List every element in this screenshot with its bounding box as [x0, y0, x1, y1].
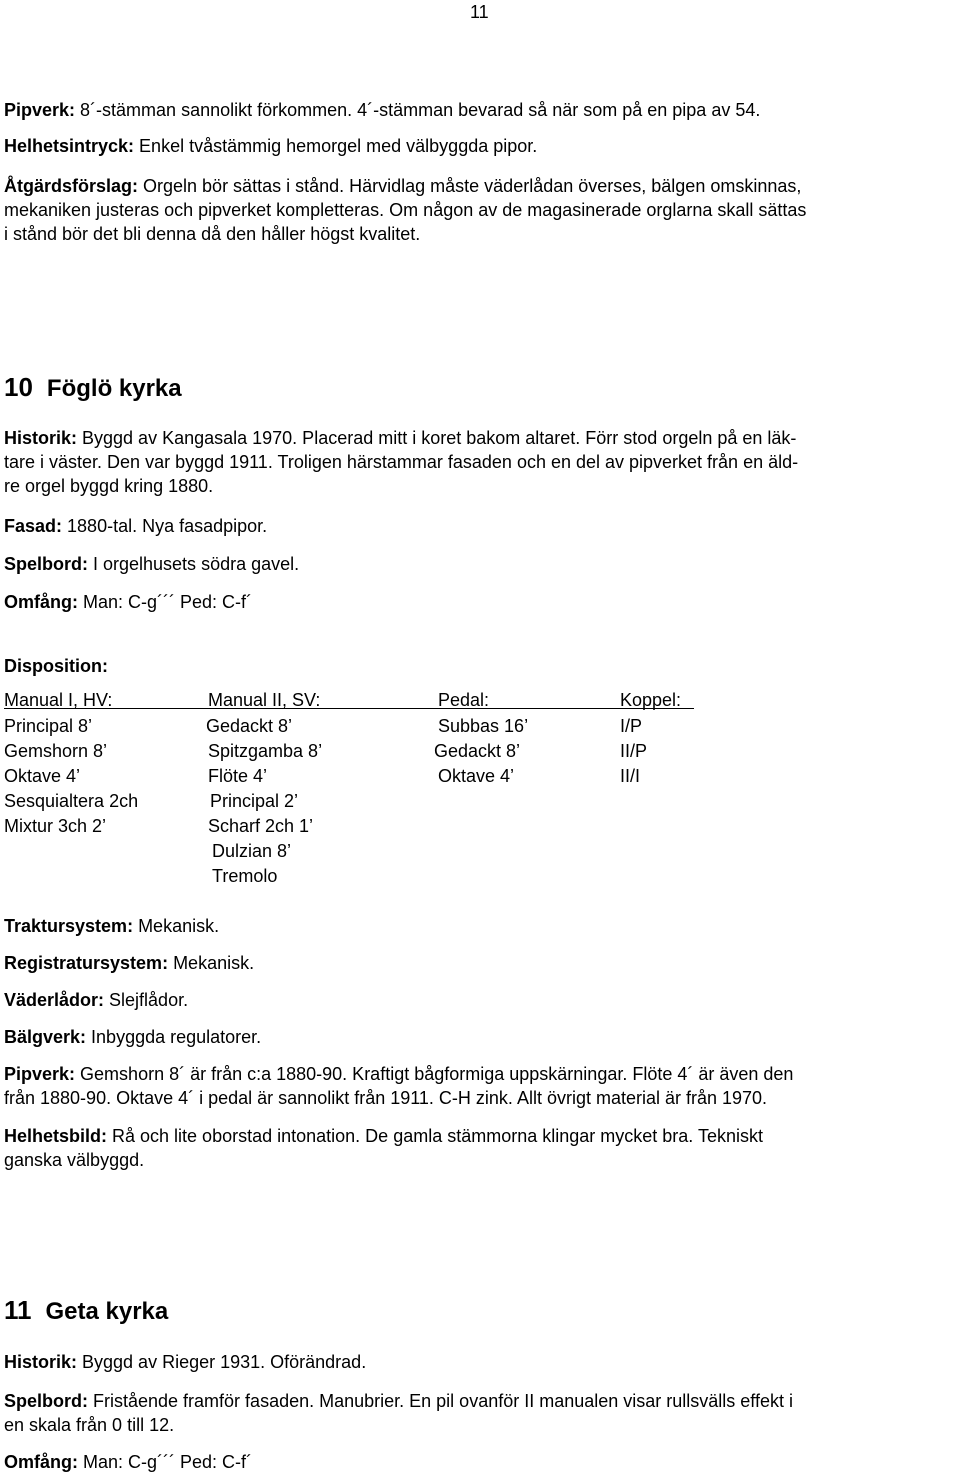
s10-historik-line-3: re orgel byggd kring 1880.: [4, 476, 214, 496]
pedal-item: Oktave 4’: [438, 766, 515, 786]
s10-balgverk: [4, 1025, 261, 1049]
col-header-manual-2: Manual II, SV:: [208, 690, 321, 710]
s10-helhetsbild-text-1: Rå och lite oborstad intonation. De gamla stämmorna klingar mycket bra. Tekniskt: [107, 1126, 763, 1146]
s10-fasad-label: Fasad:: [4, 516, 63, 536]
manual-2-item: Principal 2’: [210, 791, 299, 811]
manual-2-item: Scharf 2ch 1’: [208, 816, 314, 836]
s11-historik: [4, 1350, 366, 1374]
helhetsintryck-paragraph: [4, 134, 537, 158]
s10-vaderlador-label: Väderlådor:: [4, 990, 105, 1010]
s11-spelbord-text-1: Fristående framför fasaden. Manubrier. En pil ovanför II manualen visar rullsvälls effekt i: [88, 1391, 793, 1411]
s10-pipverk-line-1: [4, 1062, 793, 1086]
section-10-number: 10: [4, 372, 33, 402]
s10-helhetsbild-label: Helhetsbild:: [4, 1126, 108, 1146]
s10-omfang-label: Omfång:: [4, 592, 78, 612]
section-11-title: Geta kyrka: [45, 1298, 169, 1325]
s11-omfang-label: Omfång:: [4, 1452, 78, 1472]
s10-traktur-text: Mekanisk.: [133, 916, 220, 936]
s10-traktur: [4, 914, 219, 938]
manual-2-item: Gedackt 8’: [206, 716, 293, 736]
s10-registratur-label: Registratursystem:: [4, 953, 169, 973]
s10-registratur: [4, 951, 254, 975]
s10-spelbord-label: Spelbord:: [4, 554, 88, 574]
pipverk-text: 8´-stämman sannolikt förkommen. 4´-stämman bevarad så när som på en pipa av 54.: [75, 100, 761, 120]
koppel-item: I/P: [620, 716, 643, 736]
atgard-line-3: i stånd bör det bli denna då den håller högst kvalitet.: [4, 224, 421, 244]
koppel-item: II/P: [620, 741, 648, 761]
manual-2-item: Tremolo: [212, 866, 278, 886]
s10-registratur-text: Mekanisk.: [168, 953, 255, 973]
s10-pipverk-text-1: Gemshorn 8´ är från c:a 1880-90. Kraftigt bågformiga uppskärningar. Flöte 4´ är även den: [75, 1064, 794, 1084]
manual-1-item: Mixtur 3ch 2’: [4, 816, 107, 836]
s10-balgverk-text: Inbyggda regulatorer.: [86, 1027, 262, 1047]
pedal-item: Gedackt 8’: [434, 741, 521, 761]
section-10-title: Föglö kyrka: [46, 375, 182, 402]
s11-spelbord-label: Spelbord:: [4, 1391, 88, 1411]
s10-vaderlador: [4, 988, 188, 1012]
manual-2-item: Spitzgamba 8’: [208, 741, 323, 761]
s10-spelbord-text: I orgelhusets södra gavel.: [88, 554, 300, 574]
s10-pipverk-line-2: från 1880-90. Oktave 4´ i pedal är sannolikt från 1911. C-H zink. Allt övrigt material är från 1970.: [4, 1088, 768, 1108]
s10-traktur-label: Traktursystem:: [4, 916, 134, 936]
manual-1-item: Principal 8’: [4, 716, 93, 736]
s10-historik-line-1: [4, 426, 796, 450]
manual-2-item: Flöte 4’: [208, 766, 268, 786]
s10-helhetsbild-line-2: ganska välbyggd.: [4, 1150, 145, 1170]
s11-spelbord-line-1: [4, 1389, 793, 1413]
s10-historik-label: Historik:: [4, 428, 78, 448]
section-11-number: 11: [4, 1295, 32, 1325]
atgard-line-1: [4, 174, 801, 198]
page-number: 11: [470, 2, 489, 22]
s10-helhetsbild-line-1: [4, 1124, 763, 1148]
col-header-pedal: Pedal:: [438, 690, 490, 710]
s10-omfang-text: Man: C-g´´´ Ped: C-f´: [78, 592, 253, 612]
atgard-line-2: mekaniken justeras och pipverket kompletteras. Om någon av de magasinerade orglarna skall sättas: [4, 200, 807, 220]
s10-omfang: [4, 590, 252, 614]
s10-spelbord: [4, 552, 299, 576]
s11-historik-text: Byggd av Rieger 1931. Oförändrad.: [77, 1352, 367, 1372]
koppel-item: II/I: [620, 766, 641, 786]
s11-spelbord-line-2: en skala från 0 till 12.: [4, 1415, 175, 1435]
manual-1-item: Sesquialtera 2ch: [4, 791, 139, 811]
s10-pipverk-label: Pipverk:: [4, 1064, 76, 1084]
col-header-manual-1: Manual I, HV:: [4, 690, 113, 710]
s10-fasad-text: 1880-tal. Nya fasadpipor.: [62, 516, 268, 536]
section-11-heading: [4, 1295, 168, 1327]
section-10-heading: [4, 372, 182, 404]
s10-disposition-label: Disposition:: [4, 656, 108, 676]
s11-historik-label: Historik:: [4, 1352, 78, 1372]
pipverk-paragraph: [4, 98, 760, 122]
col-header-koppel: Koppel:: [620, 690, 682, 710]
s10-vaderlador-text: Slejflådor.: [104, 990, 189, 1010]
helhetsintryck-label: Helhetsintryck:: [4, 136, 135, 156]
s10-balgverk-label: Bälgverk:: [4, 1027, 87, 1047]
pipverk-label: Pipverk:: [4, 100, 76, 120]
atgard-label: Åtgärdsförslag:: [4, 176, 139, 196]
pedal-item: Subbas 16’: [438, 716, 529, 736]
manual-1-item: Oktave 4’: [4, 766, 81, 786]
atgard-text-1: Orgeln bör sättas i stånd. Härvidlag måste väderlådan överses, bälgen omskinnas,: [138, 176, 802, 196]
manual-1-item: Gemshorn 8’: [4, 741, 108, 761]
s11-omfang-text: Man: C-g´´´ Ped: C-f´: [78, 1452, 253, 1472]
manual-2-item: Dulzian 8’: [212, 841, 292, 861]
helhetsintryck-text: Enkel tvåstämmig hemorgel med välbyggda pipor.: [134, 136, 538, 156]
s10-fasad: [4, 514, 267, 538]
s11-omfang: [4, 1450, 252, 1474]
s10-historik-text-1: Byggd av Kangasala 1970. Placerad mitt i koret bakom altaret. Förr stod orgeln på en läk-: [77, 428, 797, 448]
s10-historik-line-2: tare i väster. Den var byggd 1911. Troligen härstammar fasaden och en del av pipverket från en äld-: [4, 452, 799, 472]
